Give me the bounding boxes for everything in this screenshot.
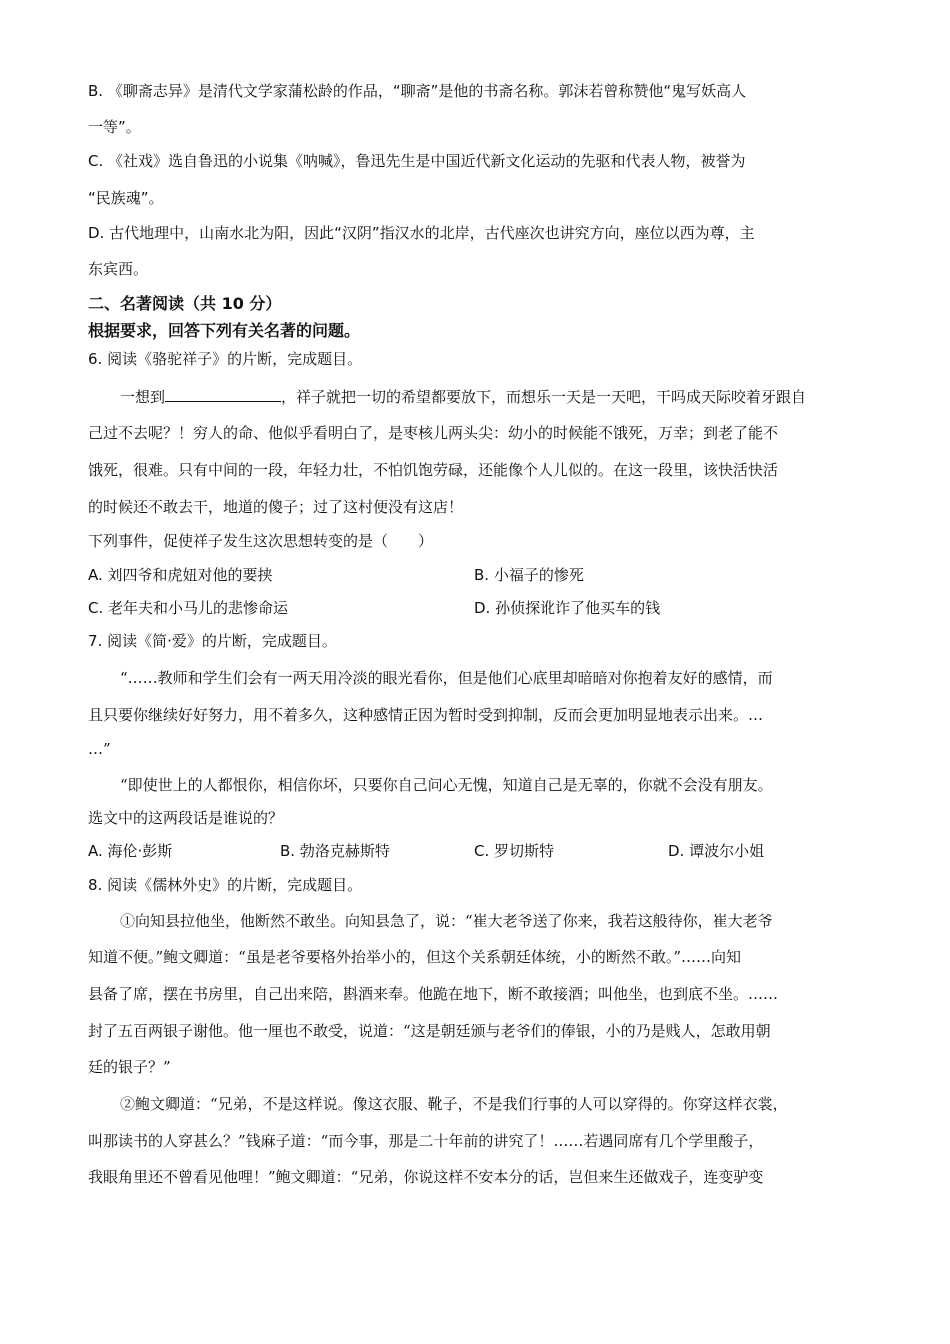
q5-option-c-line2: “民族魂”。 bbox=[88, 189, 164, 207]
q8-excerpt2-line2: 叫那读书的人穿甚么？”钱麻子道：“而今事，那是二十年前的讲究了！……若遇同席有几个学里酸子， bbox=[88, 1132, 764, 1150]
q7-option-a: A. 海伦·彭斯 bbox=[88, 842, 173, 860]
q6-passage-prefix: 一想到 bbox=[120, 388, 166, 406]
q7-passage-line2: 且只要你继续好好努力，用不着多久，这种感情正因为暂时受到抑制，反而会更加明显地表示出来。… bbox=[88, 706, 764, 724]
q7-passage-line4: “即使世上的人都恨你，相信你坏，只要你自己问心无愧，知道自己是无辜的，你就不会没有朋友。 bbox=[120, 776, 773, 794]
q6-passage-suffix: ，祥子就把一切的希望都要放下，而想乐一天是一天吧，干吗成天际咬着牙跟自 bbox=[281, 388, 807, 406]
q8-excerpt1-line3: 县备了席，摆在书房里，自己出来陪，斟酒来奉。他跪在地下，断不敢接酒；叫他坐，也到底不坐。…… bbox=[88, 985, 779, 1003]
q7-option-c: C. 罗切斯特 bbox=[474, 842, 555, 860]
q5-option-c-line1: C. 《社戏》选自鲁迅的小说集《呐喊》，鲁迅先生是中国近代新文化运动的先驱和代表人物，被誉为 bbox=[88, 152, 746, 170]
q8-excerpt2-line3: 我眼角里还不曾看见他哩！”鲍文卿道：“兄弟，你说这样不安本分的话，岂但来生还做戏子，连变驴变 bbox=[88, 1168, 764, 1186]
q5-option-b-line1: B. 《聊斋志异》是清代文学家蒲松龄的作品，“聊斋”是他的书斋名称。郭沫若曾称赞他“鬼写妖高人 bbox=[88, 82, 747, 100]
q8-excerpt1-line2: 知道不便。”鲍文卿道：“虽是老爷要格外抬举小的，但这个关系朝廷体统，小的断然不敢。”……向知 bbox=[88, 948, 742, 966]
q5-option-d-line2: 东宾西。 bbox=[88, 260, 149, 278]
q8-excerpt1-line1: ①向知县拉他坐，他断然不敢坐。向知县急了，说：“崔大老爷送了你来，我若这般待你，崔大老爷 bbox=[120, 912, 773, 930]
q6-passage-line2: 己过不去呢？！穷人的命、他似乎看明白了，是枣核儿两头尖：幼小的时候能不饿死，万幸；到老了能不 bbox=[88, 424, 779, 442]
q6-stem: 6. 阅读《骆驼祥子》的片断，完成题目。 bbox=[88, 350, 363, 368]
fill-blank bbox=[165, 385, 281, 402]
section-title: 二、名著阅读（共 10 分） bbox=[88, 294, 282, 313]
q6-passage-line4: 的时候还不敢去干，地道的傻子；过了这村便没有这店！ bbox=[88, 498, 464, 516]
q6-option-a: A. 刘四爷和虎妞对他的要挟 bbox=[88, 566, 273, 584]
q6-question: 下列事件，促使祥子发生这次思想转变的是（ ） bbox=[88, 532, 434, 550]
q7-stem: 7. 阅读《简·爱》的片断，完成题目。 bbox=[88, 632, 337, 650]
section-instruction: 根据要求，回答下列有关名著的问题。 bbox=[88, 321, 361, 340]
q7-option-b: B. 勃洛克赫斯特 bbox=[280, 842, 390, 860]
q6-option-c: C. 老年夫和小马儿的悲惨命运 bbox=[88, 599, 289, 617]
q5-option-b-line2: 一等”。 bbox=[88, 118, 141, 136]
q6-option-b: B. 小福子的惨死 bbox=[474, 566, 584, 584]
q6-passage-line3: 饿死，很难。只有中间的一段，年轻力壮，不怕饥饱劳碌，还能像个人儿似的。在这一段里，该快活快活 bbox=[88, 461, 779, 479]
q8-excerpt2-line1: ②鲍文卿道：“兄弟，不是这样说。像这衣服、靴子，不是我们行事的人可以穿得的。你穿这样衣裳， bbox=[120, 1095, 788, 1113]
q7-passage-line3: …” bbox=[88, 740, 111, 758]
q6-passage-line1 bbox=[120, 385, 806, 408]
q6-option-d: D. 孙侦探讹诈了他买车的钱 bbox=[474, 599, 661, 617]
q5-option-d-line1: D. 古代地理中，山南水北为阳，因此“汉阴”指汉水的北岸，古代座次也讲究方向，座位以西为尊，主 bbox=[88, 224, 755, 242]
q8-excerpt1-line4: 封了五百两银子谢他。他一厘也不敢受，说道：“这是朝廷颁与老爷们的俸银，小的乃是贱人，怎敢用朝 bbox=[88, 1022, 771, 1040]
q7-option-d: D. 谭波尔小姐 bbox=[668, 842, 765, 860]
q8-stem: 8. 阅读《儒林外史》的片断，完成题目。 bbox=[88, 876, 363, 894]
q7-passage-line1: “……教师和学生们会有一两天用冷淡的眼光看你，但是他们心底里却暗暗对你抱着友好的感情，而 bbox=[120, 669, 773, 687]
q8-excerpt1-line5: 廷的银子？” bbox=[88, 1058, 171, 1076]
q7-question: 选文中的这两段话是谁说的？ bbox=[88, 809, 284, 827]
